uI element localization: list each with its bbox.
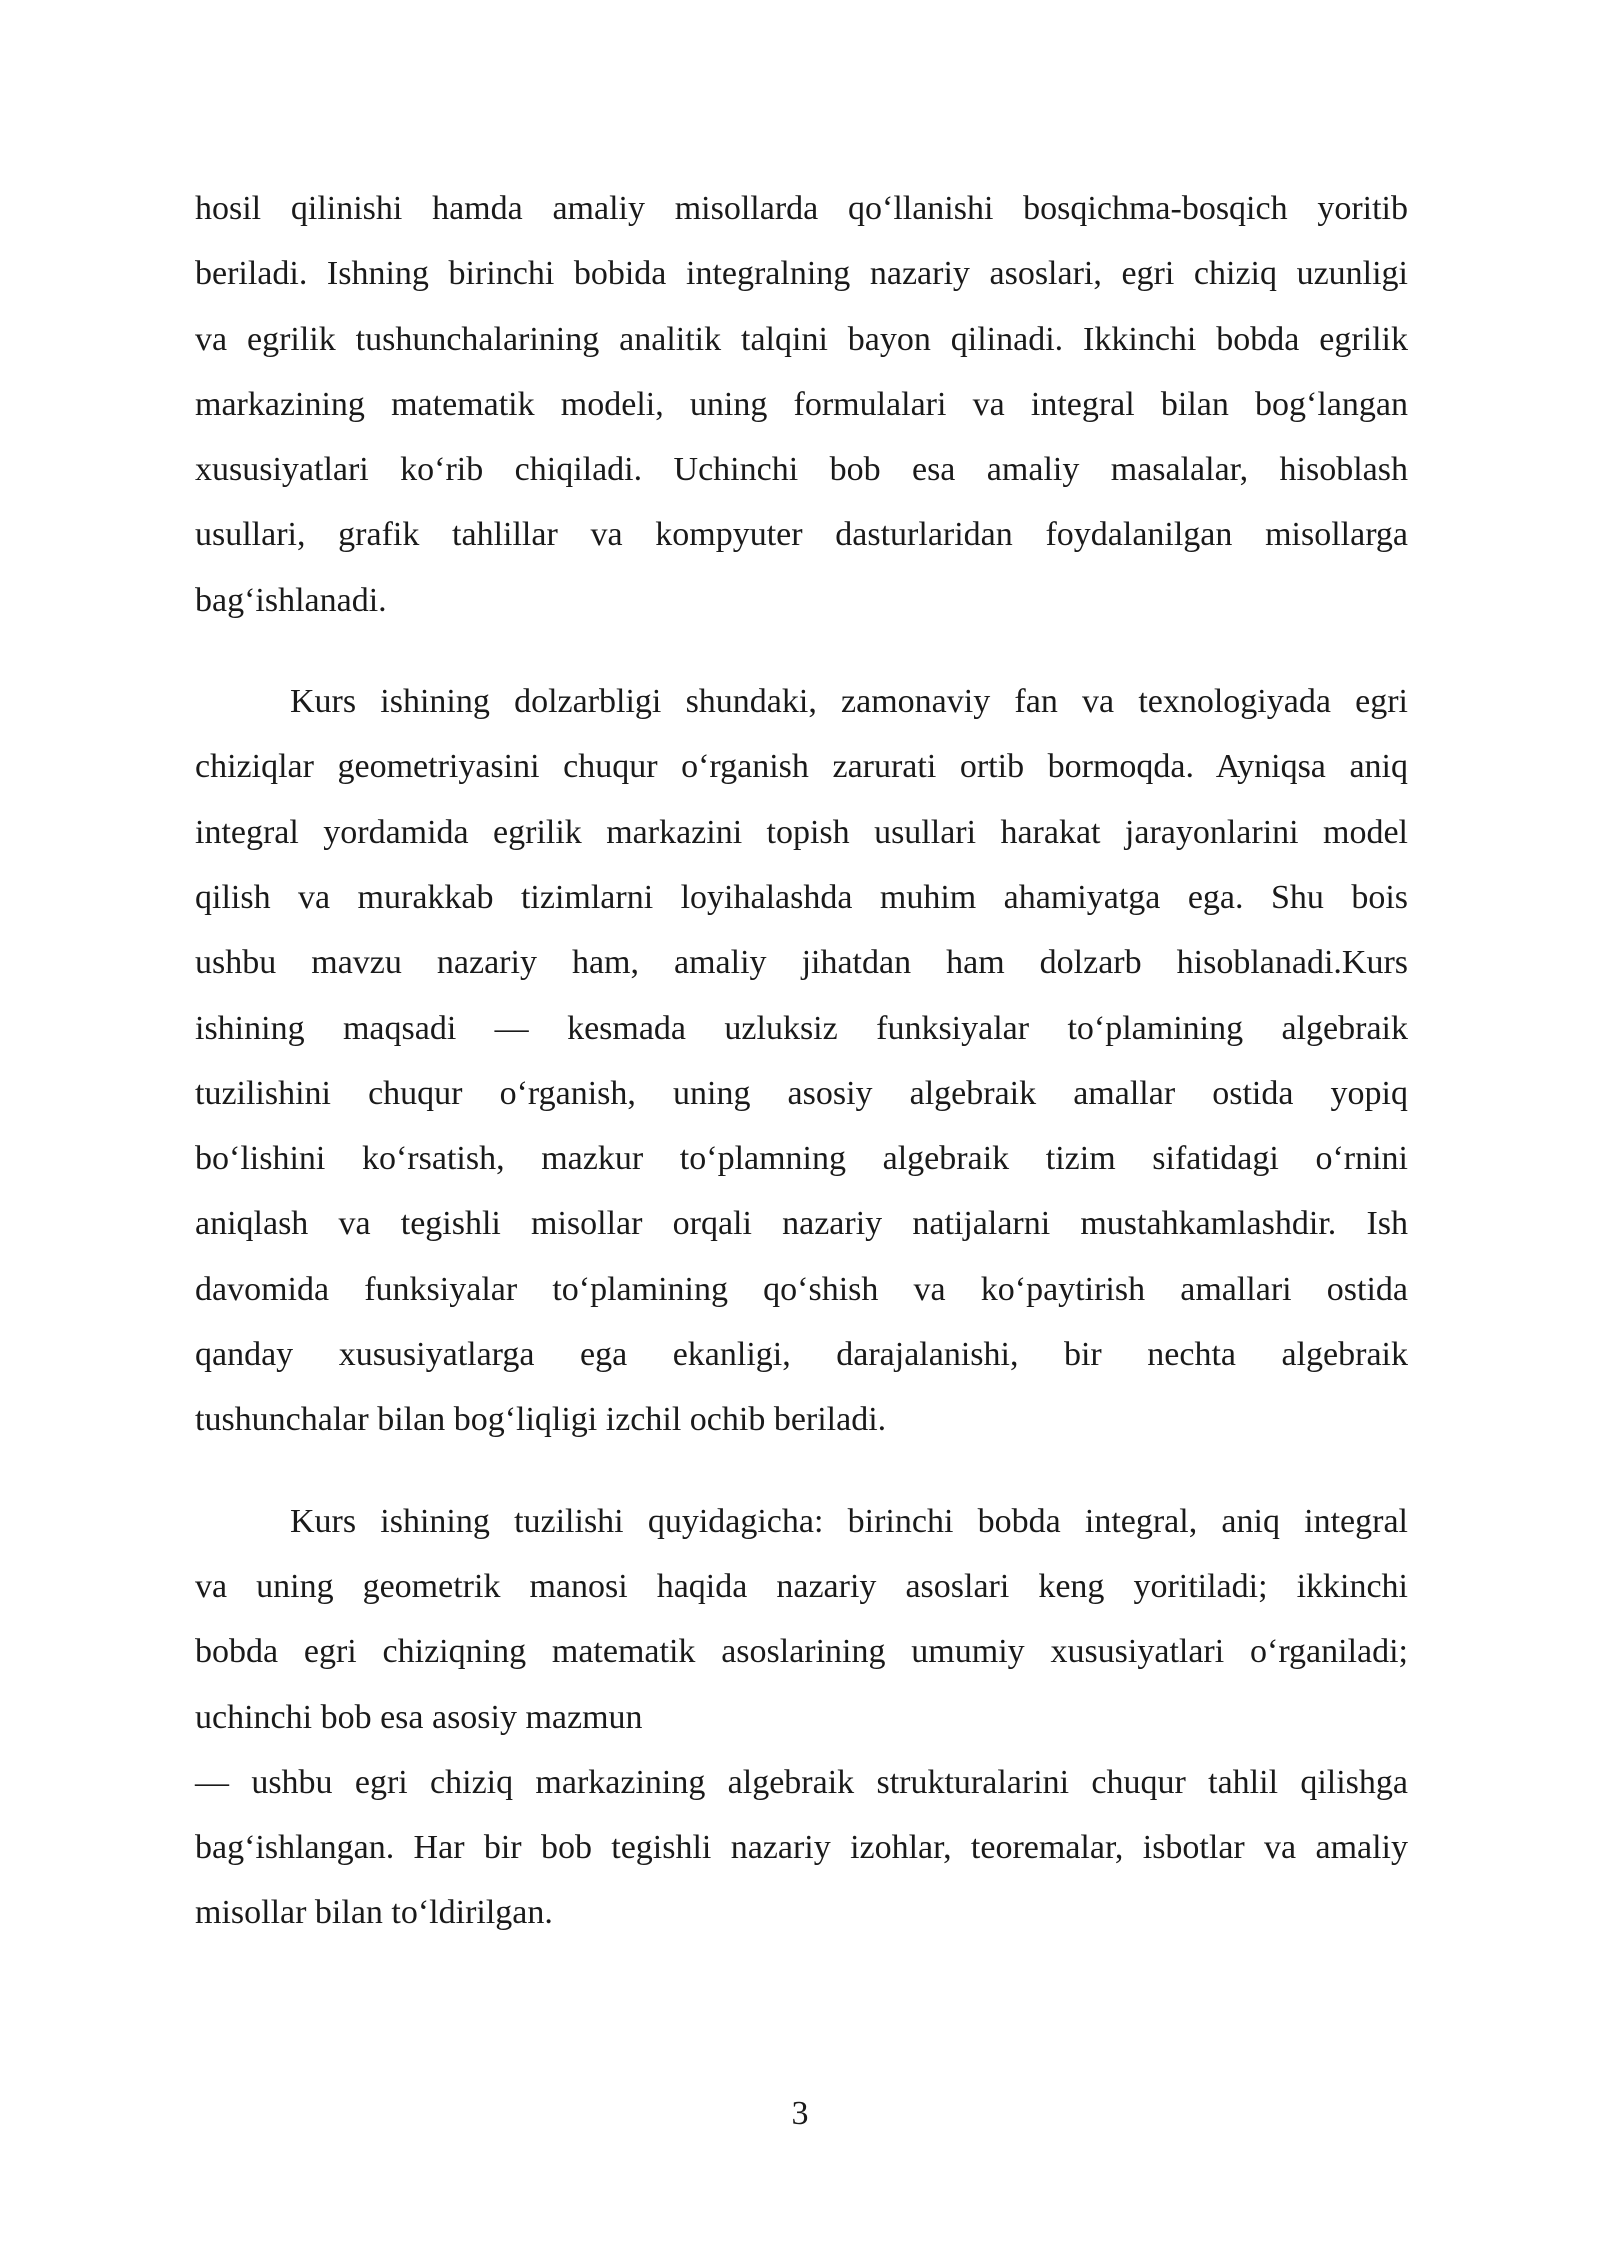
- text-line: Kurs ishining dolzarbligi shundaki, zamonaviy fan va texnologiyada egri: [290, 683, 1408, 721]
- text-line: tuzilishini chuqur o‘rganish, uning asosiy algebraik amallar ostida yopiq: [195, 1074, 1408, 1112]
- text-line: aniqlash va tegishli misollar orqali nazariy natijalarni mustahkamlashdir. Ish: [195, 1205, 1408, 1243]
- text-line: bobda egri chiziqning matematik asoslarining umumiy xususiyatlari o‘rganiladi;: [195, 1633, 1408, 1671]
- text-line: — ushbu egri chiziq markazining algebraik strukturalarini chuqur tahlil qilishga: [195, 1763, 1408, 1801]
- text-line: bo‘lishini ko‘rsatish, mazkur to‘plamning algebraik tizim sifatidagi o‘rnini: [195, 1140, 1408, 1178]
- paragraph-relevance-and-goal: [195, 669, 1408, 1453]
- text-line: chiziqlar geometriyasini chuqur o‘rganish zarurati ortib bormoqda. Ayniqsa aniq: [195, 748, 1408, 786]
- text-line: misollar bilan to‘ldirilgan.: [195, 1894, 553, 1932]
- page-number: 3: [791, 2095, 809, 2132]
- text-line: davomida funksiyalar to‘plamining qo‘shish va ko‘paytirish amallari ostida: [195, 1270, 1408, 1308]
- document-body: [195, 176, 1408, 1946]
- text-line: Kurs ishining tuzilishi quyidagicha: birinchi bobda integral, aniq integral: [290, 1502, 1408, 1540]
- paragraph-spacer: [195, 633, 1408, 669]
- text-line: hosil qilinishi hamda amaliy misollarda qo‘llanishi bosqichma-bosqich yoritib: [195, 190, 1408, 227]
- text-line: integral yordamida egrilik markazini topish usullari harakat jarayonlarini model: [195, 813, 1408, 851]
- text-line: tushunchalar bilan bog‘liqligi izchil ochib beriladi.: [195, 1401, 887, 1439]
- text-line: uchinchi bob esa asosiy mazmun: [195, 1698, 643, 1736]
- text-line: bag‘ishlangan. Har bir bob tegishli nazariy izohlar, teoremalar, isbotlar va amaliy: [195, 1829, 1408, 1867]
- text-line: markazining matematik modeli, uning formulalari va integral bilan bog‘langan: [195, 385, 1408, 423]
- text-line: ishining maqsadi — kesmada uzluksiz funksiyalar to‘plamining algebraik: [195, 1009, 1408, 1047]
- text-line: ushbu mavzu nazariy ham, amaliy jihatdan ham dolzarb hisoblanadi.Kurs: [195, 944, 1408, 982]
- text-line: qanday xususiyatlarga ega ekanligi, darajalanishi, bir nechta algebraik: [195, 1336, 1408, 1374]
- text-line: va egrilik tushunchalarining analitik talqini bayon qilinadi. Ikkinchi bobda egrilik: [195, 320, 1408, 358]
- paragraph-structure: [195, 1489, 1408, 1946]
- text-line: xususiyatlari ko‘rib chiqiladi. Uchinchi bob esa amaliy masalalar, hisoblash: [195, 451, 1408, 489]
- text-line: va uning geometrik manosi haqida nazariy asoslari keng yoritiladi; ikkinchi: [195, 1567, 1408, 1605]
- paragraph-spacer: [195, 1453, 1408, 1489]
- text-line: usullari, grafik tahlillar va kompyuter dasturlaridan foydalanilgan misollarga: [195, 516, 1408, 554]
- text-line: bag‘ishlanadi.: [195, 581, 387, 619]
- paragraph-intro-continuation: [195, 176, 1408, 633]
- text-line: qilish va murakkab tizimlarni loyihalashda muhim ahamiyatga ega. Shu bois: [195, 878, 1408, 916]
- text-line: beriladi. Ishning birinchi bobida integralning nazariy asoslari, egri chiziq uzunligi: [195, 255, 1408, 293]
